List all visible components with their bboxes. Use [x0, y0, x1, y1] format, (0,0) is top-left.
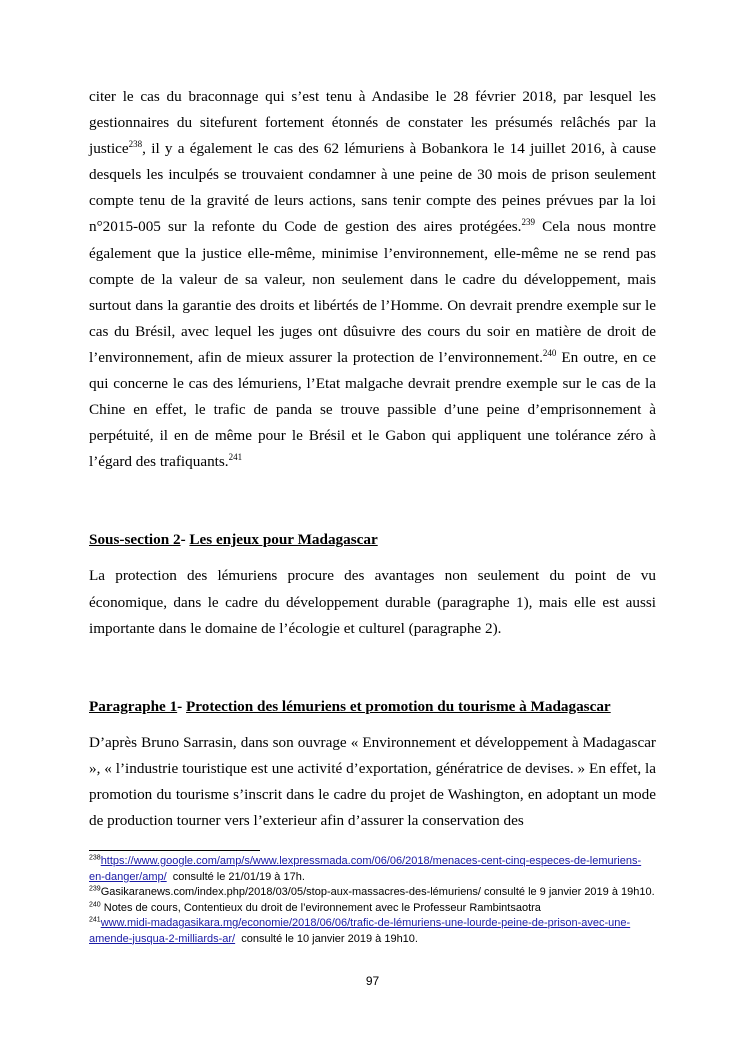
footnote-text: consulté le 10 janvier 2019 à 19h10. [235, 932, 418, 945]
heading-separator: - [177, 697, 187, 715]
paragraph-text: En outre, en ce qui concerne le cas des lémuriens, l’Etat malgache devrait prendre exemple sur le cas de la Chine en effet, le trafic de panda se trouve passible d’une peine d’emprisonnement à perpétuité, il en de même pour le Brésil et le Gabon qui appliquent une tolérance zéro à l’égard des trafiquants. [89, 348, 656, 471]
paragraph-text: Cela nous montre également que la justice elle-même, minimise l’environnement, elle-même ne se rend pas compte de la valeur de sa valeur, non seulement dans le cadre du développement, mais surtout dans la garantie des droits et libértés de l’Homme. On devrait prendre exemple sur le cas du Brésil, avec lequel les juges ont dûsuivre des cours du soir en matière de droit de l’environnement, afin de mieux assurer la protection de l’environnement. [89, 218, 656, 366]
body-paragraph-1 [89, 84, 656, 475]
footnote-link[interactable]: www.midi-madagasikara.mg/economie/2018/06/06/trafic-de-lémuriens-une-lourde-peine-de-prison-avec-une-amende-jusqua-2-milliards-ar/ [89, 917, 631, 945]
footnote-text: consulté le 21/01/19 à 17h. [166, 870, 305, 883]
paragraph-label: Paragraphe 1 [89, 697, 178, 715]
page-body [89, 84, 656, 834]
section-label: Sous-section 2 [89, 531, 181, 549]
heading-separator: - [180, 531, 190, 549]
page-number: 97 [365, 974, 380, 988]
footnote-number: 238 [89, 854, 101, 862]
footnote-number: 240 [89, 900, 101, 908]
paragraph-title: Protection des lémuriens et promotion du tourisme à Madagascar [186, 697, 611, 715]
footnote-238 [89, 854, 656, 885]
paragraph-heading [89, 694, 656, 720]
footnote-text: Notes de cours, Contentieux du droit de l’evironnement avec le Professeur Rambintsaotra [100, 901, 541, 914]
footnote-239 [89, 885, 656, 901]
footnotes [89, 854, 656, 947]
footnote-ref-241: 241 [228, 452, 243, 463]
footnote-number: 239 [89, 885, 101, 893]
footnote-link[interactable]: https://www.google.com/amp/s/www.lexpressmada.com/06/06/2018/menaces-cent-cinq-especes-de-lemuriens-en-danger/amp/ [89, 855, 642, 883]
footnote-ref-239: 239 [521, 217, 535, 228]
paragraph-text: , il y a également le cas des 62 lémuriens à Bobankora le 14 juillet 2016, à cause desquels les inculpés se trouvaient condamner à une peine de 30 mois de prison seulement compte tenu de la gravité de leurs actions, sans tenir compte des peines prévues par la loi n°2015-005 sur la refonte du Code de gestion des aires protégées. [89, 140, 656, 236]
footnote-240 [89, 901, 656, 917]
section-heading [89, 527, 656, 553]
section-title: Les enjeux pour Madagascar [189, 531, 378, 549]
footnote-text: Gasikaranews.com/index.php/2018/03/05/stop-aux-massacres-des-lémuriens/ consulté le 9 janvier 2019 à 19h10. [100, 886, 655, 898]
paragraph-text: citer le cas du braconnage qui s’est tenu à Andasibe le 28 février 2018, par lesquel les gestionnaires du sitefurent fortement étonnés de constater les présumés relâchés par la justice [89, 88, 656, 158]
body-paragraph-2: La protection des lémuriens procure des avantages non seulement du point de vu économique, dans le cadre du développement durable (paragraphe 1), mais elle est aussi importante dans le domaine de l’écologie et culturel (paragraphe 2). [89, 567, 656, 637]
body-paragraph-3: D’après Bruno Sarrasin, dans son ouvrage « Environnement et développement à Madagascar », « l’industrie touristique est une activité d’exportation, génératrice de devises. » En effet, la promotion du tourisme s’inscrit dans le cadre du projet de Washington, en adoptant un mode de production tourner vers l’exterieur afin d’assurer la conservation des [89, 733, 656, 829]
footnote-ref-238: 238 [128, 139, 143, 150]
footnote-ref-240: 240 [542, 347, 557, 358]
footnote-241 [89, 916, 656, 947]
footnote-number: 241 [89, 916, 101, 924]
footnote-divider [89, 850, 260, 851]
